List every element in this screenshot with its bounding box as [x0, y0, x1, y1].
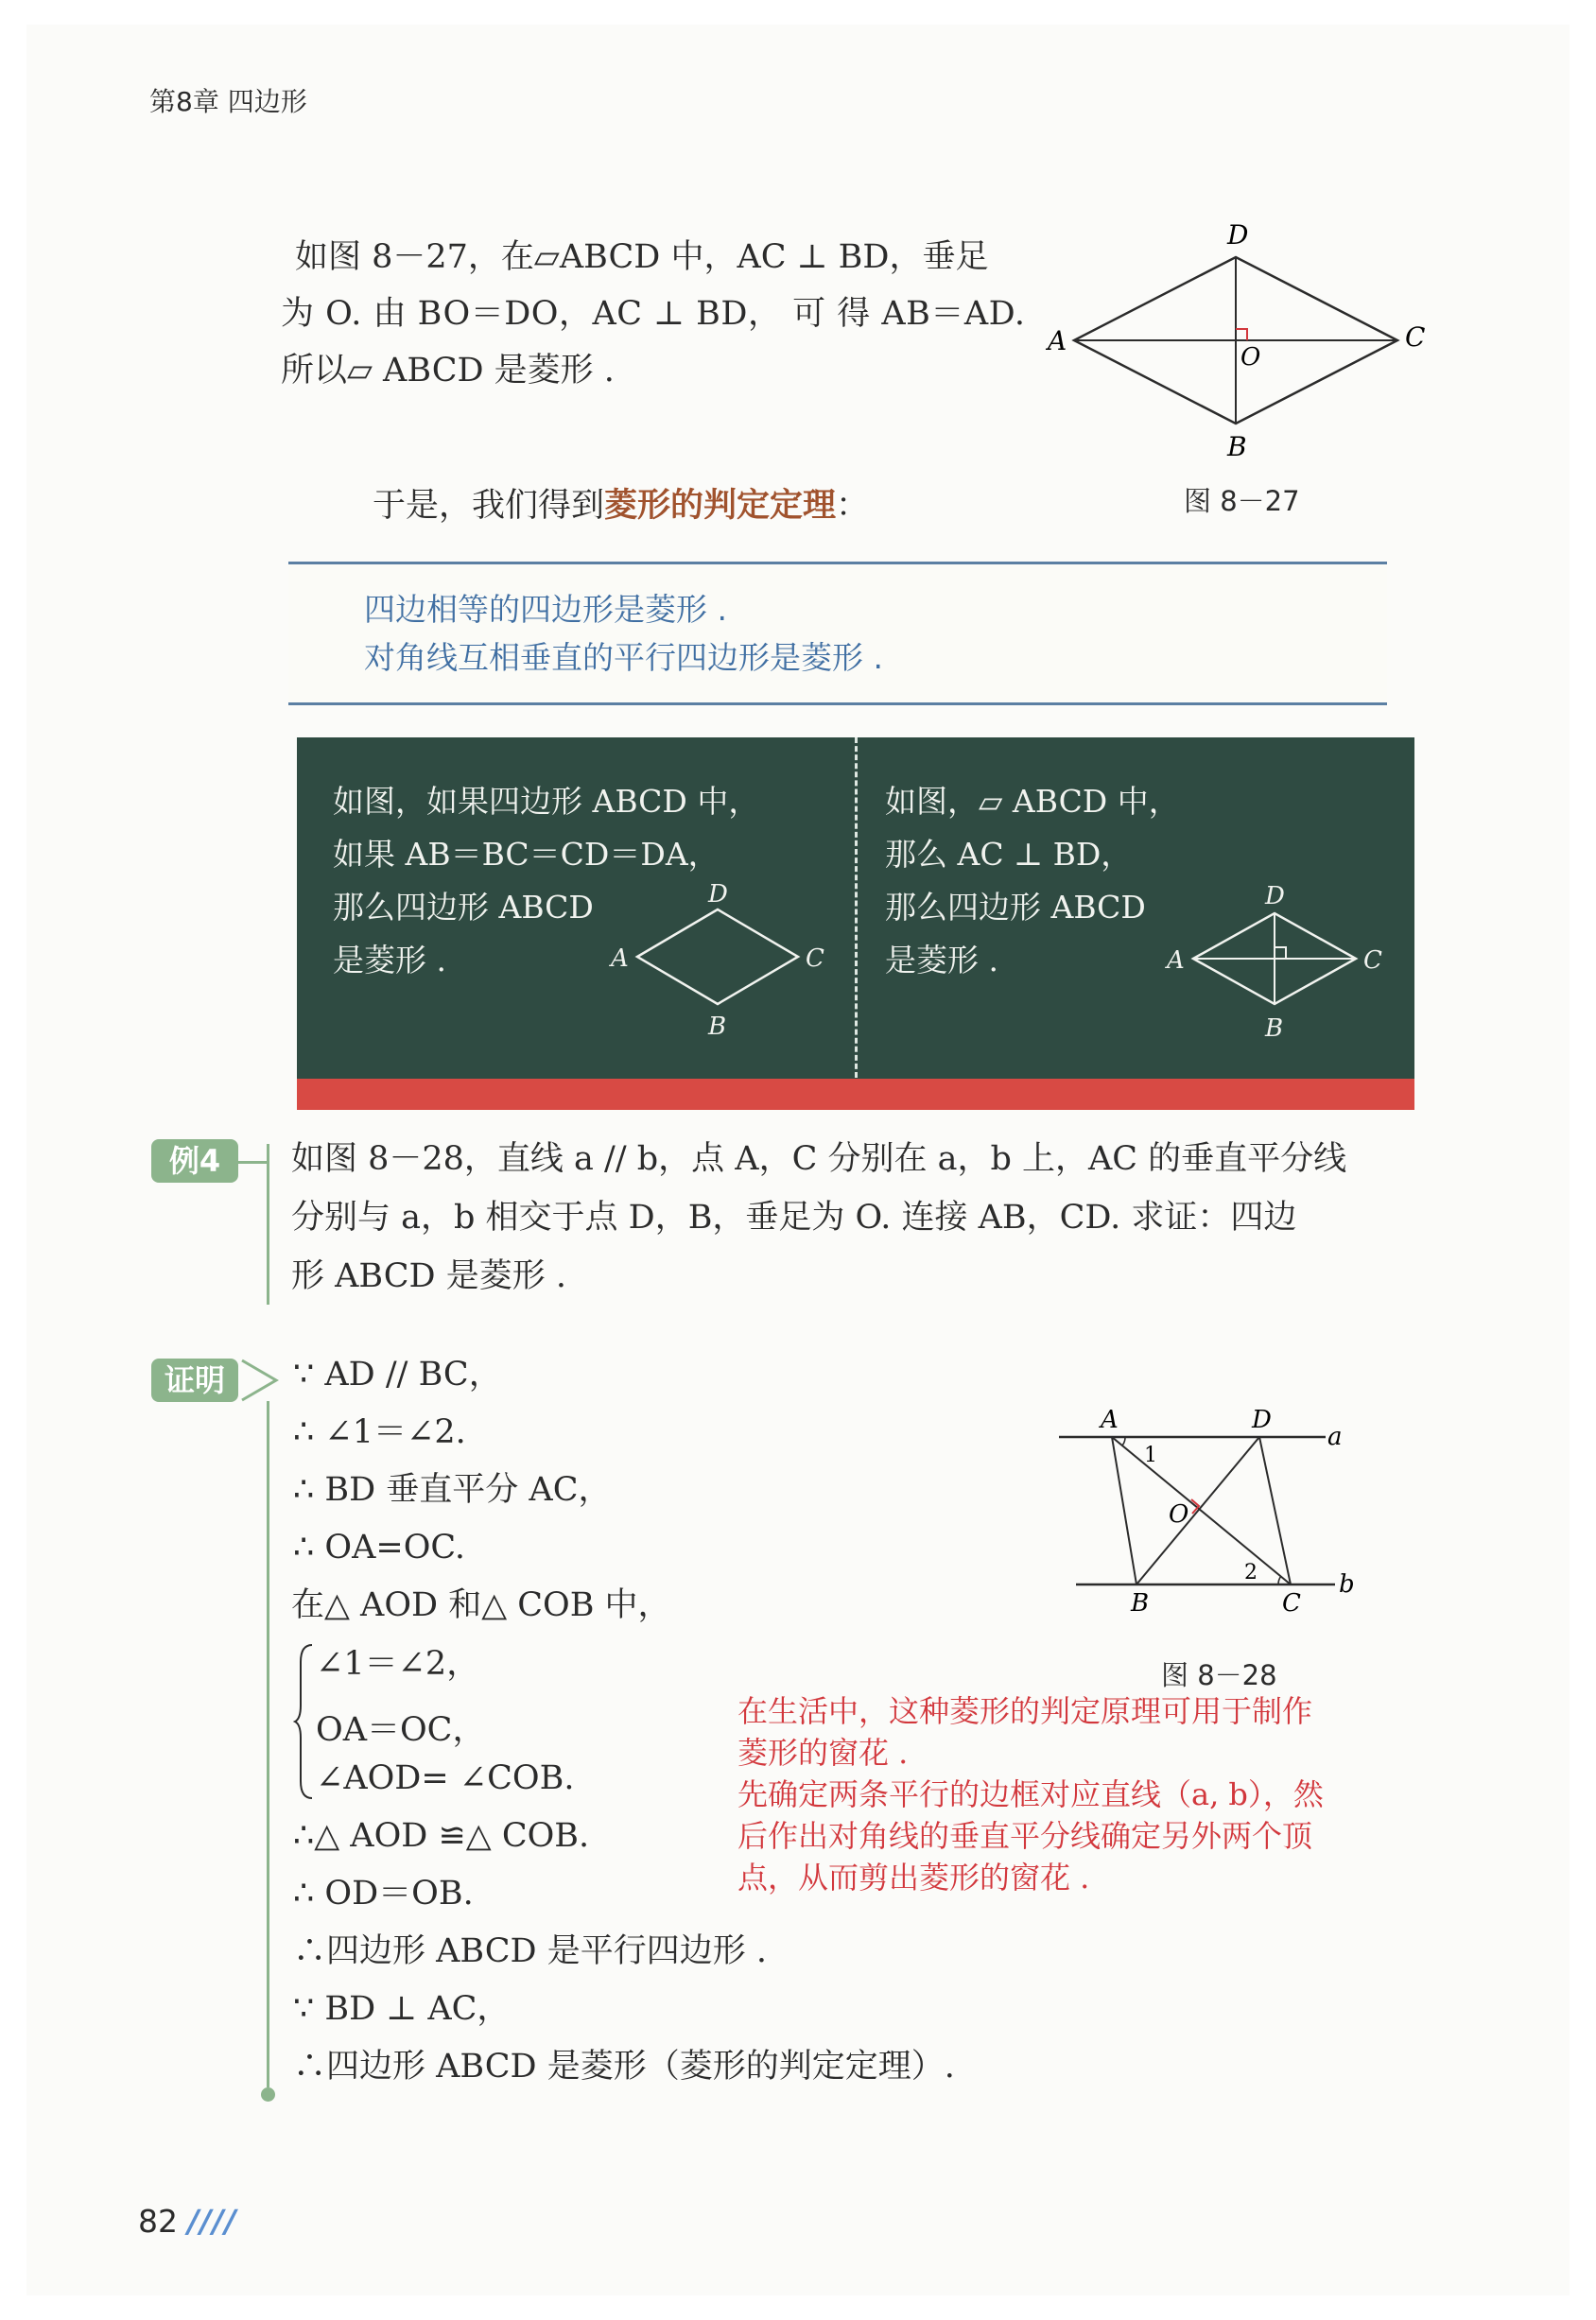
board-red-strip: [297, 1079, 1414, 1110]
board-right-line-2: 那么 AC ⊥ BD，: [885, 836, 1133, 873]
svg-text:O: O: [1169, 1500, 1189, 1529]
label-c: C: [1405, 321, 1426, 353]
proof-line-11: ∴四边形 ABCD 是平行四边形 .: [293, 1932, 767, 1970]
svg-text:A: A: [611, 944, 629, 973]
note-line-1: 在生活中，这种菱形的判定原理可用于制作: [737, 1693, 1313, 1729]
svg-text:a: a: [1327, 1423, 1343, 1451]
page-decoration: ////: [187, 2203, 237, 2240]
intro-line-3: 所以▱ ABCD 是菱形 .: [281, 352, 615, 390]
example-connector: [238, 1161, 267, 1164]
chapter-header: 第8章 四边形: [149, 86, 307, 117]
theorem-intro-suffix: ：: [836, 487, 870, 525]
svg-text:B: B: [1131, 1589, 1150, 1618]
proof-line-7: OA＝OC，: [316, 1711, 486, 1749]
label-d: D: [1227, 219, 1249, 251]
page-number: [138, 2203, 237, 2240]
svg-text:D: D: [708, 881, 728, 909]
proof-line-3: ∴ BD 垂直平分 AC，: [293, 1471, 612, 1509]
board-divider: [855, 737, 858, 1078]
board-right-line-1: 如图，▱ ABCD 中，: [885, 783, 1180, 820]
proof-line-13: ∴四边形 ABCD 是菱形（菱形的判定定理）.: [293, 2048, 955, 2086]
proof-end-dot: [261, 2087, 275, 2102]
example-line-1: 如图 8－28，直线 a // b，点 A，C 分别在 a，b 上，AC 的垂直平分线: [291, 1140, 1347, 1178]
proof-line-10: ∴ OD＝OB.: [293, 1875, 474, 1913]
board-left-line-2: 如果 AB＝BC＝CD＝DA，: [333, 836, 720, 873]
angle-1-arc: [1122, 1437, 1125, 1446]
note-line-4: 后作出对角线的垂直平分线确定另外两个顶: [737, 1818, 1313, 1854]
svg-text:C: C: [1363, 946, 1382, 975]
note-line-3: 先确定两条平行的边框对应直线（a, b），然: [737, 1776, 1324, 1812]
example-line-2: 分别与 a，b 相交于点 D，B，垂足为 O. 连接 AB，CD. 求证：四边: [291, 1199, 1297, 1237]
proof-line-8: ∠AOD= ∠COB.: [316, 1759, 575, 1797]
proof-line-1: ∵ AD // BC，: [293, 1356, 502, 1394]
figure-8-27: [1031, 217, 1447, 473]
theorem-name: 菱形的判定定理: [604, 487, 837, 525]
label-a: A: [1048, 325, 1067, 356]
note-line-5: 点，从而剪出菱形的窗花 .: [737, 1860, 1090, 1896]
proof-line-4: ∴ OA=OC.: [293, 1529, 466, 1567]
proof-line-9: ∴△ AOD ≌△ COB.: [293, 1817, 590, 1855]
svg-text:B: B: [708, 1013, 727, 1041]
board-rhombus-left: [609, 881, 826, 1051]
proof-line-5: 在△ AOD 和△ COB 中，: [291, 1586, 671, 1624]
theorem-intro-prefix: 于是，我们得到: [373, 487, 605, 525]
note-line-2: 菱形的窗花 .: [737, 1735, 909, 1771]
board-left-line-3: 那么四边形 ABCD: [333, 889, 594, 926]
board-rhombus-right: [1161, 881, 1388, 1051]
svg-text:A: A: [1101, 1406, 1119, 1434]
theorem-line-2: 对角线互相垂直的平行四边形是菱形 .: [364, 639, 883, 676]
label-o: O: [1240, 343, 1261, 372]
proof-arrow-icon: [238, 1359, 286, 1402]
label-b: B: [1227, 431, 1247, 462]
theorem-box: [288, 562, 1387, 705]
board-right-line-3: 那么四边形 ABCD: [885, 889, 1146, 926]
svg-text:D: D: [1265, 882, 1285, 910]
proof-line-6: ∠1＝∠2，: [316, 1645, 480, 1683]
svg-text:B: B: [1265, 1014, 1284, 1043]
figure-8-27-caption: 图 8－27: [1184, 485, 1300, 517]
page-number-value: 82: [138, 2203, 178, 2240]
svg-text:D: D: [1252, 1406, 1272, 1434]
intro-line-2: 为 O. 由 BO＝DO，AC ⊥ BD， 可 得 AB＝AD.: [281, 295, 1026, 333]
brace-icon: [293, 1643, 316, 1800]
figure-8-28: [1059, 1399, 1371, 1626]
proof-line-2: ∴ ∠1＝∠2.: [293, 1413, 466, 1451]
right-angle-mark: [1236, 329, 1247, 340]
board-left-line-4: 是菱形 .: [333, 942, 446, 978]
theorem-line-1: 四边相等的四边形是菱形 .: [364, 591, 727, 628]
board-right-line-4: 是菱形 .: [885, 942, 998, 978]
angle-2-arc: [1278, 1576, 1281, 1584]
example-tag: 例4: [151, 1139, 238, 1183]
proof-rule: [267, 1401, 269, 2087]
svg-text:b: b: [1339, 1570, 1355, 1599]
svg-text:A: A: [1167, 946, 1185, 975]
svg-text:2: 2: [1244, 1561, 1258, 1584]
svg-text:1: 1: [1144, 1444, 1157, 1467]
intro-line-1: 如图 8－27，在▱ABCD 中，AC ⊥ BD，垂足: [295, 238, 989, 276]
example-rule: [267, 1144, 269, 1305]
svg-text:C: C: [1282, 1589, 1301, 1618]
segment-ab: [1112, 1437, 1136, 1584]
theorem-intro: [373, 477, 869, 534]
proof-line-12: ∵ BD ⊥ AC，: [293, 1990, 511, 2028]
proof-tag: 证明: [151, 1359, 238, 1402]
svg-text:C: C: [806, 944, 824, 973]
example-line-3: 形 ABCD 是菱形 .: [291, 1257, 566, 1295]
chalkboard-panel: [297, 737, 1414, 1108]
figure-8-28-caption: 图 8－28: [1161, 1659, 1277, 1691]
board-left-line-1: 如图，如果四边形 ABCD 中，: [333, 783, 760, 820]
